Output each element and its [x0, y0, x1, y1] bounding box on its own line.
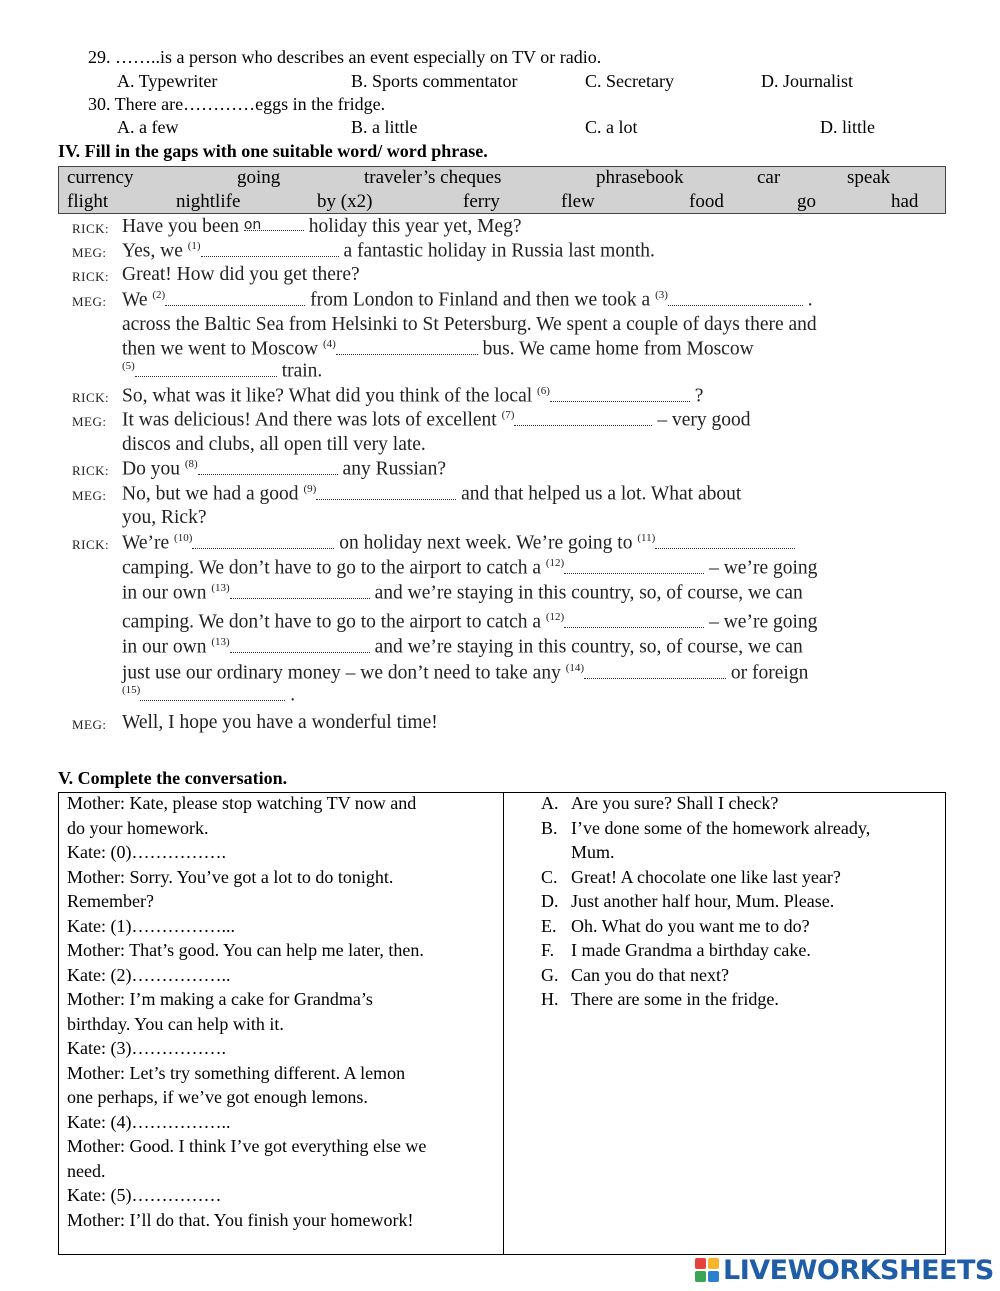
- word-bank-item: currency: [67, 167, 134, 188]
- word-bank-item: phrasebook: [596, 167, 684, 188]
- answer-letter: G.: [541, 964, 559, 985]
- gap-4[interactable]: [336, 340, 478, 355]
- dialogue-line-8: So, what was it like? What did you think of the local $^{(6)}$ ?: [122, 385, 704, 407]
- dialogue-line-3: Great! How did you get there?: [122, 264, 360, 285]
- conv-line: Mother: That’s good. You can help me later, then.: [67, 940, 424, 960]
- conv-line: Mother: Good. I think I’ve got everything else we: [67, 1136, 427, 1156]
- dialogue-line-15: camping. We don’t have to go to the airport to catch a $^{(12)}$ – we’re going: [122, 557, 818, 579]
- answer-option: Can you do that next?: [571, 964, 729, 985]
- dialogue-line-17: camping. We don’t have to go to the airport to catch a $^{(12)}$ – we’re going: [122, 611, 818, 633]
- answer-letter: E.: [541, 915, 557, 936]
- dialogue-line-20: $^{(15)}$ .: [122, 684, 296, 706]
- word-bank-item: traveler’s cheques: [364, 167, 502, 188]
- conversation-left-cell: [59, 793, 504, 1255]
- speaker-meg: MEG:: [72, 488, 107, 503]
- conv-line: Kate: (4)……………..: [67, 1111, 231, 1132]
- conv-line: Kate: (1)……………...: [67, 915, 235, 936]
- dialogue-line-5: across the Baltic Sea from Helsinki to St Petersburg. We spent a couple of days there and: [122, 314, 817, 335]
- logo-blocks-icon: [695, 1258, 719, 1282]
- speaker-rick: RICK:: [72, 390, 110, 405]
- speaker-rick: RICK:: [72, 463, 110, 478]
- q29-option-b: B. Sports commentator: [351, 71, 518, 91]
- dialogue-line-1: Have you been on holiday this year yet, Meg?: [122, 216, 522, 237]
- gap-14[interactable]: [584, 664, 726, 679]
- answer-option: I’ve done some of the homework already,: [571, 817, 871, 838]
- dialogue-line-12: No, but we had a good $^{(9)}$ and that helped us a lot. What about: [122, 483, 742, 505]
- dialogue-line-18: in our own $^{(13)}$ and we’re staying in this country, so, of course, we can: [122, 636, 803, 658]
- q29-option-d: D. Journalist: [761, 71, 853, 91]
- liveworksheets-logo[interactable]: [695, 1254, 994, 1286]
- gap-12[interactable]: [564, 559, 704, 574]
- section-v-title: V. Complete the conversation.: [58, 768, 288, 788]
- conv-line: Mother: Let’s try something different. A lemon: [67, 1062, 406, 1083]
- q30-option-a: A. a few: [117, 117, 179, 137]
- conversation-right-cell: [504, 793, 946, 1255]
- conversation-table: [58, 792, 946, 1255]
- gap-1[interactable]: [201, 242, 339, 257]
- q30-option-c: C. a lot: [585, 117, 638, 137]
- conv-line: one perhaps, if we’ve got enough lemons.: [67, 1087, 368, 1107]
- gap-5[interactable]: [135, 362, 277, 377]
- speaker-meg: MEG:: [72, 294, 107, 309]
- gap-2[interactable]: [165, 291, 305, 306]
- gap-7[interactable]: [514, 411, 652, 426]
- conv-line: Kate: (3)…………….: [67, 1038, 226, 1058]
- conv-line: need.: [67, 1160, 106, 1181]
- answer-option: I made Grandma a birthday cake.: [571, 940, 811, 960]
- word-bank: [58, 166, 946, 214]
- dialogue-line-2: Yes, we $^{(1)}$ a fantastic holiday in Russia last month.: [122, 240, 655, 262]
- q30-option-d: D. little: [820, 117, 875, 137]
- speaker-rick: RICK:: [72, 221, 110, 236]
- gap-8[interactable]: [198, 460, 338, 475]
- answer-letter: D.: [541, 891, 559, 911]
- gap-13-repeat[interactable]: [230, 638, 370, 653]
- gap-13[interactable]: [230, 584, 370, 599]
- word-bank-item: go: [797, 191, 816, 212]
- answer-option-continued: Mum.: [571, 842, 615, 862]
- dialogue-line-21: Well, I hope you have a wonderful time!: [122, 712, 438, 733]
- gap-15[interactable]: [140, 686, 285, 701]
- speaker-meg: MEG:: [72, 717, 107, 732]
- answer-option: Great! A chocolate one like last year?: [571, 866, 841, 887]
- word-bank-item: had: [891, 191, 919, 212]
- section-iv-title: IV. Fill in the gaps with one suitable word/ word phrase.: [58, 141, 488, 161]
- gap-9[interactable]: [316, 485, 456, 500]
- q29-option-a: A. Typewriter: [117, 71, 218, 91]
- gap-11[interactable]: [655, 534, 795, 549]
- logo-text: LIVEWORKSHEETS: [723, 1254, 994, 1286]
- dialogue-line-14: We’re $^{(10)}$ on holiday next week. We’re going to $^{(11)}$: [122, 532, 795, 555]
- answer-option: Oh. What do you want me to do?: [571, 915, 810, 936]
- question-29: 29. ……..is a person who describes an event especially on TV or radio.: [88, 47, 602, 67]
- word-bank-item: ferry: [463, 191, 500, 212]
- word-bank-item: flew: [561, 191, 595, 212]
- conv-line: birthday. You can help with it.: [67, 1013, 284, 1034]
- speaker-meg: MEG:: [72, 245, 107, 260]
- dialogue-line-13: you, Rick?: [122, 507, 207, 528]
- dialogue-line-10: discos and clubs, all open till very late.: [122, 434, 426, 455]
- conv-line: Kate: (0)…………….: [67, 842, 226, 862]
- gap-3[interactable]: [668, 291, 803, 306]
- answer-letter: A.: [541, 793, 559, 813]
- dialogue-line-7: $^{(5)}$ train.: [122, 360, 323, 382]
- dialogue-line-4: We $^{(2)}$ from London to Finland and then we took a $^{(3)}$ .: [122, 289, 813, 311]
- dialogue-line-16: in our own $^{(13)}$ and we’re staying in this country, so, of course, we can: [122, 582, 803, 604]
- conv-line: Mother: I’m making a cake for Grandma’s: [67, 989, 373, 1009]
- dialogue-line-6: then we went to Moscow $^{(4)}$ bus. We came home from Moscow: [122, 338, 754, 360]
- speaker-rick: RICK:: [72, 537, 110, 552]
- answer-option: Are you sure? Shall I check?: [571, 793, 779, 813]
- conv-line: Mother: Sorry. You’ve got a lot to do tonight.: [67, 866, 394, 887]
- speaker-meg: MEG:: [72, 414, 107, 429]
- conv-line: Kate: (5)……………: [67, 1185, 222, 1205]
- conv-line: do your homework.: [67, 817, 209, 838]
- q30-option-b: B. a little: [351, 117, 418, 137]
- word-bank-item: nightlife: [176, 191, 241, 212]
- question-30: 30. There are…………eggs in the fridge.: [88, 94, 386, 114]
- word-bank-item: food: [689, 191, 724, 212]
- word-bank-item: by (x2): [317, 191, 373, 212]
- speaker-rick: RICK:: [72, 269, 110, 284]
- answer-letter: B.: [541, 817, 558, 838]
- word-bank-item: flight: [67, 191, 109, 212]
- dialogue-line-9: It was delicious! And there was lots of excellent $^{(7)}$ – very good: [122, 409, 751, 431]
- word-bank-item: car: [757, 167, 781, 188]
- conv-line: Kate: (2)……………..: [67, 964, 231, 985]
- answer-letter: H.: [541, 989, 559, 1009]
- word-bank-item: going: [237, 167, 281, 188]
- answer-option: Just another half hour, Mum. Please.: [571, 891, 835, 911]
- word-bank-item: speak: [847, 167, 891, 188]
- gap-12-repeat[interactable]: [564, 613, 704, 628]
- conv-line: Remember?: [67, 891, 154, 911]
- answer-0: on: [243, 217, 262, 233]
- gap-10[interactable]: [192, 534, 334, 549]
- conv-line: Mother: Kate, please stop watching TV now and: [67, 793, 417, 813]
- dialogue-line-11: Do you $^{(8)}$ any Russian?: [122, 458, 446, 480]
- answer-letter: F.: [541, 940, 555, 960]
- dialogue-line-19: just use our ordinary money – we don’t need to take any $^{(14)}$ or foreign: [122, 662, 809, 684]
- conv-line: Mother: I’ll do that. You finish your homework!: [67, 1209, 414, 1230]
- answer-option: There are some in the fridge.: [571, 989, 779, 1009]
- gap-6[interactable]: [550, 387, 690, 402]
- q29-option-c: C. Secretary: [585, 71, 674, 91]
- answer-letter: C.: [541, 866, 558, 887]
